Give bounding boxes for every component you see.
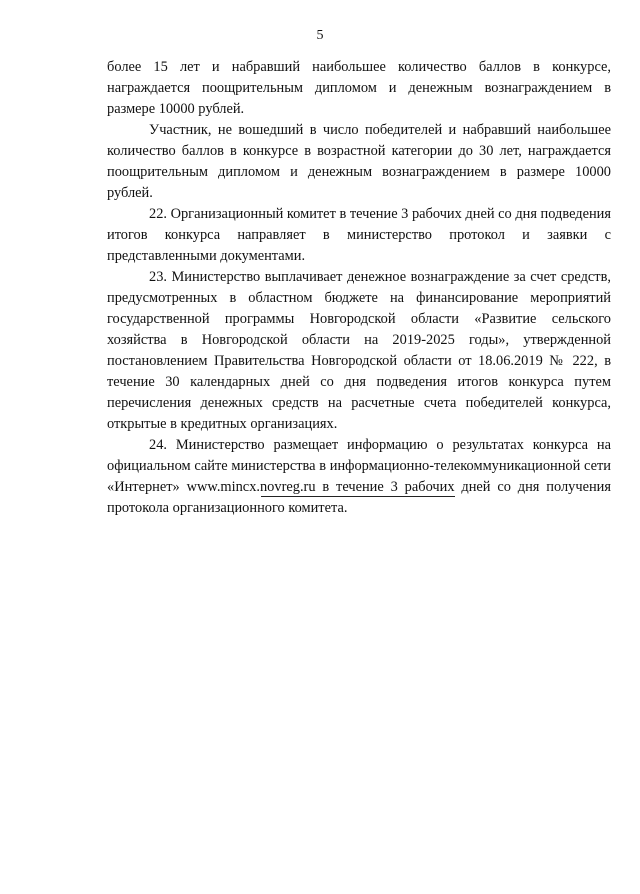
paragraph-continuation: более 15 лет и набравший наибольшее количество баллов в конкурсе, награждается поощрительным дипломом и денежным вознаграждением в размере 10000 рублей. — [107, 59, 611, 117]
closing-divider-line — [261, 496, 455, 497]
page-number: 5 — [316, 28, 324, 43]
paragraph-22: 22. Организационный комитет в течение 3 рабочих дней со дня подведения итогов конкурса направляет в министерство протокол и заявки с представленными документами. — [107, 206, 612, 264]
paragraph-under-30-participant: Участник, не вошедший в число победителей и набравший наибольшее количество баллов в конкурсе в возрастной категории до 30 лет, награждается поощрительным дипломом и денежным вознаграждением в размере 10000 рублей. — [107, 122, 611, 201]
paragraph-24: 24. Министерство размещает информацию о результатах конкурса на официальном сайте министерства в информационно-телекоммуникационной сети «Интернет» www.mincx.novreg.ru в течение 3 рабочих дней со дня получения протокола организационного комитета. — [107, 437, 611, 516]
paragraph-23: 23. Министерство выплачивает денежное вознаграждение за счет средств, предусмотренных в областном бюджете на финансирование мероприятий государственной программы Новгородской области «Развитие сельского хозяйства в Новгородской области на 2019-2025 годы», утвержденной постановлением Правительства Новгородской области от 18.06.2019 № 222, в течение 30 календарных дней со дня подведения итогов конкурса путем перечисления денежных средств на расчетные счета победителей конкурса, открытые в кредитных организациях. — [107, 269, 611, 432]
document-body — [107, 57, 611, 519]
